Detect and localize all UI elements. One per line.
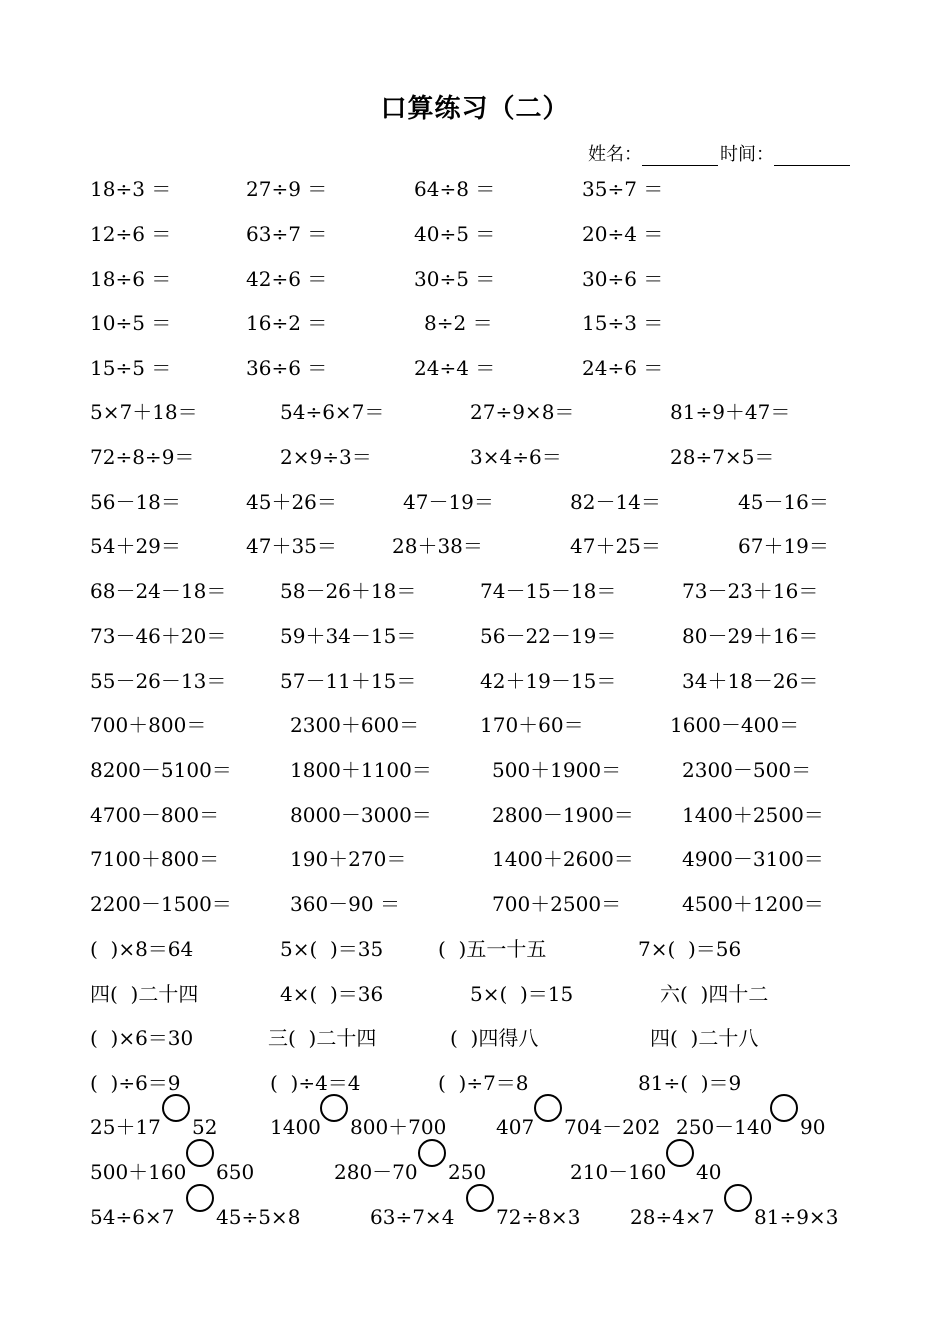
problem-row bbox=[0, 353, 950, 383]
comparison-right: 90 bbox=[800, 1115, 826, 1139]
student-info bbox=[588, 140, 852, 166]
comparison-right: 40 bbox=[696, 1160, 722, 1184]
comparison-left: 63÷7×4 bbox=[370, 1205, 455, 1229]
problem-item: 30÷6 ＝ bbox=[582, 267, 664, 291]
problem-row bbox=[0, 1023, 950, 1053]
circle-icon bbox=[162, 1094, 190, 1122]
problem-item: 54÷6×7＝ bbox=[280, 400, 385, 424]
problem-item: 36÷6 ＝ bbox=[246, 356, 328, 380]
problem-item: 63÷7 ＝ bbox=[246, 222, 328, 246]
problem-row bbox=[0, 621, 950, 651]
problem-item: 2800－1900＝ bbox=[492, 803, 634, 827]
problem-item: 28÷7×5＝ bbox=[670, 445, 775, 469]
problem-item: 20÷4 ＝ bbox=[582, 222, 664, 246]
problem-item: 190＋270＝ bbox=[290, 847, 407, 871]
problem-item: 73－46＋20＝ bbox=[90, 624, 227, 648]
problem-item: 82－14＝ bbox=[570, 490, 661, 514]
comparison-left: 407 bbox=[496, 1115, 535, 1139]
problem-item: 六( )四十二 bbox=[660, 982, 769, 1006]
problem-row bbox=[0, 442, 950, 472]
problem-item: 30÷5 ＝ bbox=[414, 267, 496, 291]
problem-item: 15÷3 ＝ bbox=[582, 311, 664, 335]
name-label: 姓名： bbox=[588, 144, 642, 165]
problem-item: ( )÷7＝8 bbox=[438, 1071, 529, 1095]
problem-row bbox=[0, 934, 950, 964]
problem-item: 81÷9＋47＝ bbox=[670, 400, 791, 424]
problem-item: 2300－500＝ bbox=[682, 758, 812, 782]
comparison-right: 81÷9×3 bbox=[754, 1205, 839, 1229]
problem-item: 1400＋2600＝ bbox=[492, 847, 634, 871]
page-title: 口算练习（二） bbox=[380, 94, 570, 124]
comparison-right: 72÷8×3 bbox=[496, 1205, 581, 1229]
problem-item: 64÷8 ＝ bbox=[414, 177, 496, 201]
problem-item: 2×9÷3＝ bbox=[280, 445, 372, 469]
problem-item: 34＋18－26＝ bbox=[682, 669, 819, 693]
problem-item: 28＋38＝ bbox=[392, 534, 483, 558]
problem-row bbox=[0, 755, 950, 785]
problem-item: 4700－800＝ bbox=[90, 803, 220, 827]
problem-row bbox=[0, 844, 950, 874]
comparison-left: 1400 bbox=[270, 1115, 321, 1139]
problem-item: 56－22－19＝ bbox=[480, 624, 617, 648]
problem-item: 2300＋600＝ bbox=[290, 713, 420, 737]
problem-row bbox=[0, 889, 950, 919]
comparison-left: 25＋17 bbox=[90, 1115, 161, 1139]
problem-item: 1400＋2500＝ bbox=[682, 803, 824, 827]
comparison-left: 250－140 bbox=[676, 1115, 773, 1139]
problem-item: ( )五一十五 bbox=[438, 937, 547, 961]
problem-item: 3×4÷6＝ bbox=[470, 445, 562, 469]
problem-item: 四( )二十四 bbox=[90, 982, 199, 1006]
problem-item: 360－90 ＝ bbox=[290, 892, 400, 916]
problem-item: 54＋29＝ bbox=[90, 534, 181, 558]
problem-item: 40÷5 ＝ bbox=[414, 222, 496, 246]
problem-row bbox=[0, 979, 950, 1009]
problem-item: 16÷2 ＝ bbox=[246, 311, 328, 335]
problem-item: ( )×6＝30 bbox=[90, 1026, 194, 1050]
problem-item: 45－16＝ bbox=[738, 490, 829, 514]
problem-row bbox=[0, 219, 950, 249]
problem-item: 55－26－13＝ bbox=[90, 669, 227, 693]
comparison-right: 800＋700 bbox=[350, 1115, 447, 1139]
circle-icon bbox=[186, 1139, 214, 1167]
problem-item: 47－19＝ bbox=[403, 490, 494, 514]
problem-row bbox=[0, 174, 950, 204]
problem-item: 80－29＋16＝ bbox=[682, 624, 819, 648]
problem-item: 42÷6 ＝ bbox=[246, 267, 328, 291]
circle-icon bbox=[466, 1184, 494, 1212]
problem-row bbox=[0, 397, 950, 427]
comparison-left: 210－160 bbox=[570, 1160, 667, 1184]
problem-item: 81÷( )＝9 bbox=[638, 1071, 742, 1095]
problem-item: 35÷7 ＝ bbox=[582, 177, 664, 201]
problem-item: 5×( )＝15 bbox=[470, 982, 574, 1006]
comparison-left: 280－70 bbox=[334, 1160, 418, 1184]
circle-icon bbox=[666, 1139, 694, 1167]
problem-item: ( )÷6＝9 bbox=[90, 1071, 181, 1095]
problem-item: 73－23＋16＝ bbox=[682, 579, 819, 603]
circle-icon bbox=[186, 1184, 214, 1212]
problem-item: 24÷6 ＝ bbox=[582, 356, 664, 380]
problem-item: 5×( )＝35 bbox=[280, 937, 384, 961]
comparison-left: 500＋160 bbox=[90, 1160, 187, 1184]
circle-icon bbox=[770, 1094, 798, 1122]
problem-item: 500＋1900＝ bbox=[492, 758, 622, 782]
circle-icon bbox=[418, 1139, 446, 1167]
problem-item: 47＋35＝ bbox=[246, 534, 337, 558]
problem-item: 74－15－18＝ bbox=[480, 579, 617, 603]
problem-item: ( )×8＝64 bbox=[90, 937, 194, 961]
problem-item: 12÷6 ＝ bbox=[90, 222, 172, 246]
problem-item: 27÷9 ＝ bbox=[246, 177, 328, 201]
circle-icon bbox=[534, 1094, 562, 1122]
problem-item: 45＋26＝ bbox=[246, 490, 337, 514]
problem-item: 三( )二十四 bbox=[268, 1026, 377, 1050]
comparison-right: 704－202 bbox=[564, 1115, 661, 1139]
problem-item: ( )÷4＝4 bbox=[270, 1071, 361, 1095]
comparison-right: 650 bbox=[216, 1160, 255, 1184]
problem-item: 4×( )＝36 bbox=[280, 982, 384, 1006]
problem-row bbox=[0, 666, 950, 696]
problem-item: 8200－5100＝ bbox=[90, 758, 232, 782]
time-blank[interactable] bbox=[774, 147, 850, 166]
problem-item: 7×( )＝56 bbox=[638, 937, 742, 961]
problem-item: 47＋25＝ bbox=[570, 534, 661, 558]
problem-row bbox=[0, 531, 950, 561]
circle-icon bbox=[724, 1184, 752, 1212]
problem-row bbox=[0, 487, 950, 517]
problem-item: 15÷5 ＝ bbox=[90, 356, 172, 380]
problem-item: 1800＋1100＝ bbox=[290, 758, 432, 782]
time-label: 时间： bbox=[720, 144, 774, 165]
problem-row bbox=[0, 308, 950, 338]
comparison-left: 54÷6×7 bbox=[90, 1205, 175, 1229]
problem-item: 7100＋800＝ bbox=[90, 847, 220, 871]
problem-item: 58－26＋18＝ bbox=[280, 579, 417, 603]
circle-icon bbox=[320, 1094, 348, 1122]
comparison-row bbox=[0, 1157, 950, 1187]
problem-item: 59＋34－15＝ bbox=[280, 624, 417, 648]
comparison-right: 250 bbox=[448, 1160, 487, 1184]
problem-item: 72÷8÷9＝ bbox=[90, 445, 195, 469]
problem-row bbox=[0, 1068, 950, 1098]
comparison-row bbox=[0, 1112, 950, 1142]
problem-row bbox=[0, 710, 950, 740]
problem-item: 67＋19＝ bbox=[738, 534, 829, 558]
problem-item: 56－18＝ bbox=[90, 490, 181, 514]
problem-item: 700＋2500＝ bbox=[492, 892, 622, 916]
problem-item: 2200－1500＝ bbox=[90, 892, 232, 916]
problem-item: 4900－3100＝ bbox=[682, 847, 824, 871]
problem-item: 18÷3 ＝ bbox=[90, 177, 172, 201]
problem-item: 10÷5 ＝ bbox=[90, 311, 172, 335]
problem-item: 8÷2 ＝ bbox=[424, 311, 493, 335]
problem-item: 18÷6 ＝ bbox=[90, 267, 172, 291]
problem-row bbox=[0, 576, 950, 606]
problem-item: 四( )二十八 bbox=[650, 1026, 759, 1050]
comparison-right: 45÷5×8 bbox=[216, 1205, 301, 1229]
problem-item: 1600－400＝ bbox=[670, 713, 800, 737]
problem-item: 27÷9×8＝ bbox=[470, 400, 575, 424]
problem-item: 4500＋1200＝ bbox=[682, 892, 824, 916]
problem-item: 68－24－18＝ bbox=[90, 579, 227, 603]
name-blank[interactable] bbox=[642, 147, 718, 166]
comparison-right: 52 bbox=[192, 1115, 218, 1139]
problem-item: 5×7＋18＝ bbox=[90, 400, 198, 424]
problem-item: 170＋60＝ bbox=[480, 713, 584, 737]
problem-item: 57－11＋15＝ bbox=[280, 669, 417, 693]
comparison-left: 28÷4×7 bbox=[630, 1205, 715, 1229]
problem-item: ( )四得八 bbox=[450, 1026, 539, 1050]
problem-item: 42＋19－15＝ bbox=[480, 669, 617, 693]
problem-item: 24÷4 ＝ bbox=[414, 356, 496, 380]
comparison-row bbox=[0, 1202, 950, 1232]
problem-item: 8000－3000＝ bbox=[290, 803, 432, 827]
problem-row bbox=[0, 264, 950, 294]
problem-row bbox=[0, 800, 950, 830]
problem-item: 700＋800＝ bbox=[90, 713, 207, 737]
